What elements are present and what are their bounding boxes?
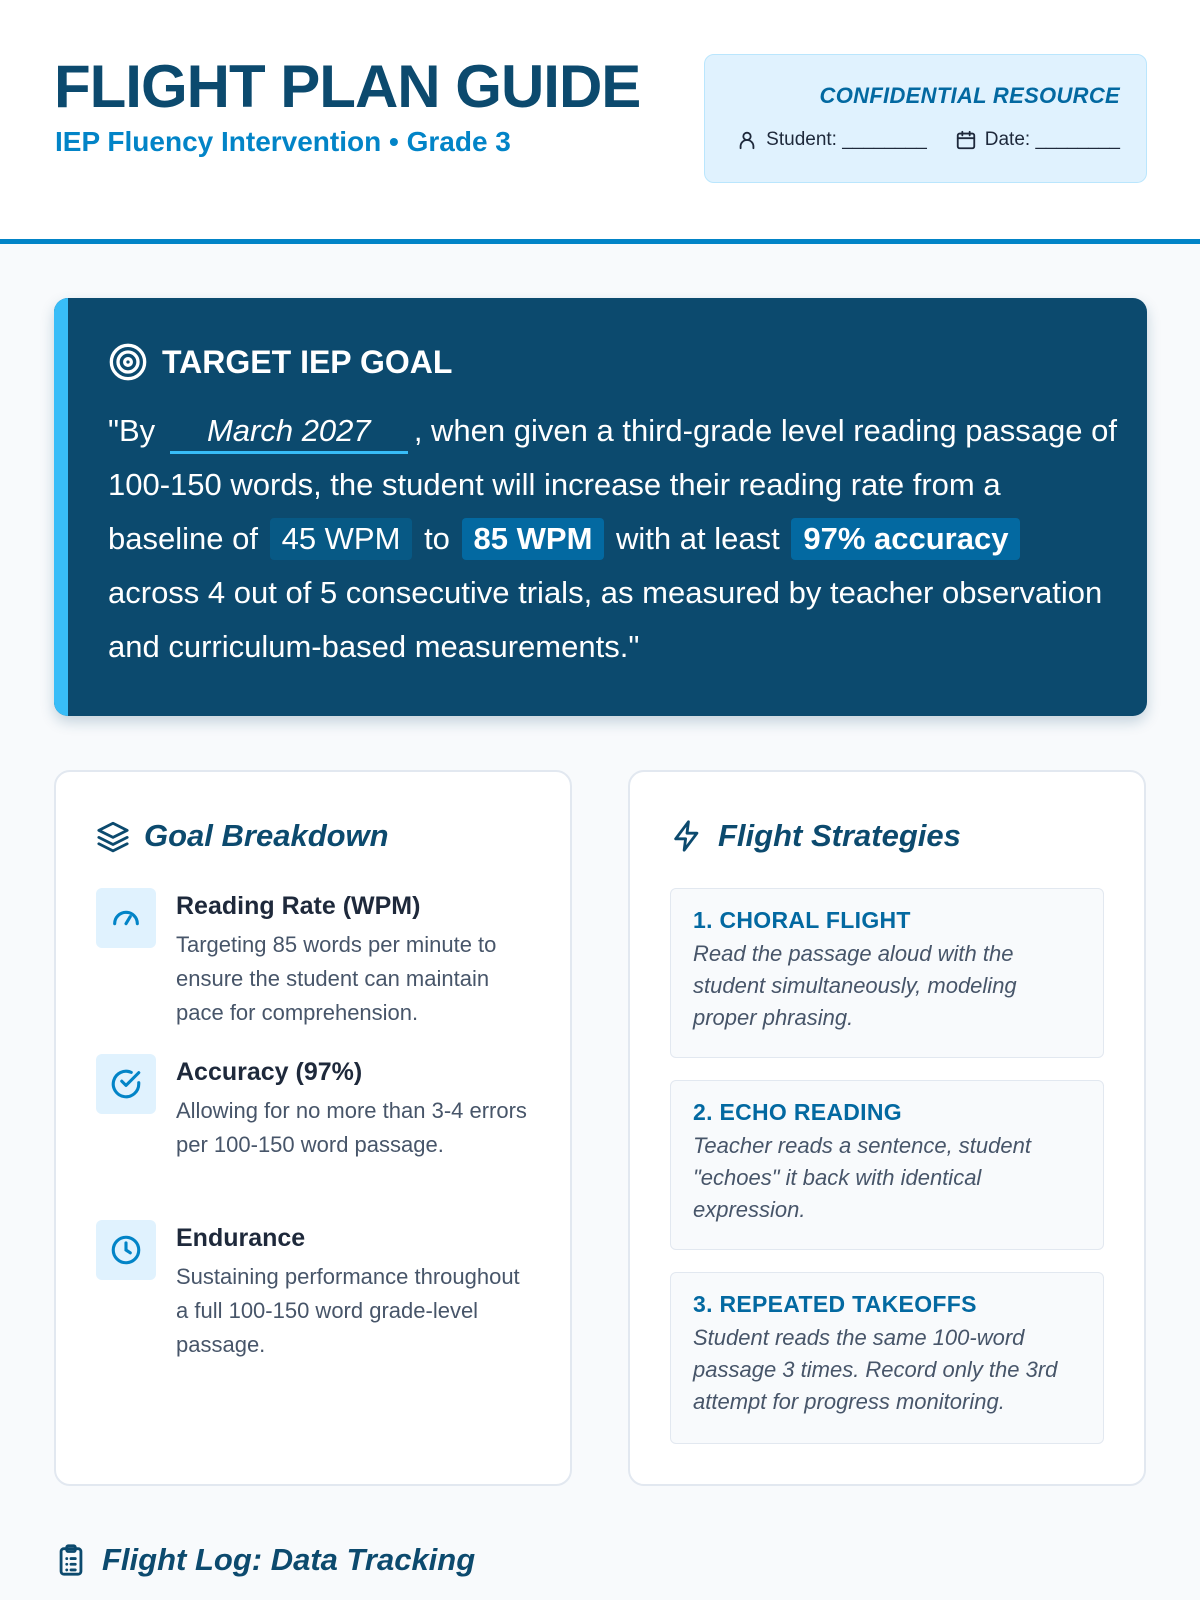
student-date-fields bbox=[736, 129, 1120, 151]
breakdown-heading bbox=[96, 818, 389, 854]
goal-heading bbox=[108, 342, 452, 382]
goal-text-start: "By bbox=[108, 413, 156, 448]
strategy-item-choral bbox=[670, 888, 1104, 1058]
user-icon bbox=[736, 129, 758, 151]
confidential-label: CONFIDENTIAL RESOURCE bbox=[819, 83, 1120, 108]
strategy-title: 1. CHORAL FLIGHT bbox=[693, 907, 911, 933]
student-label: Student: ________ bbox=[766, 129, 927, 150]
baseline-badge: 45 WPM bbox=[270, 518, 413, 560]
target-icon bbox=[108, 342, 148, 382]
calendar-icon bbox=[955, 129, 977, 151]
page-subtitle: IEP Fluency Intervention • Grade 3 bbox=[55, 126, 511, 157]
goal-with-text: with at least bbox=[616, 521, 780, 556]
breakdown-item-desc: Allowing for no more than 3-4 errors per 100-150 word passage. bbox=[176, 1098, 527, 1157]
breakdown-item-desc: Targeting 85 words per minute to ensure the student can maintain pace for comprehension. bbox=[176, 932, 497, 1025]
strategies-heading-text: Flight Strategies bbox=[718, 818, 961, 853]
layers-icon bbox=[96, 819, 130, 853]
target-badge: 85 WPM bbox=[462, 518, 605, 560]
confidential-box bbox=[704, 54, 1147, 183]
strategy-item-repeated bbox=[670, 1272, 1104, 1444]
flight-log-heading bbox=[54, 1542, 475, 1578]
breakdown-item-title: Endurance bbox=[176, 1224, 306, 1252]
goal-heading-text: TARGET IEP GOAL bbox=[162, 343, 453, 380]
target-goal-panel bbox=[54, 298, 1147, 716]
breakdown-heading-text: Goal Breakdown bbox=[144, 818, 389, 853]
goal-to-word: to bbox=[424, 521, 450, 556]
strategy-title: 3. REPEATED TAKEOFFS bbox=[693, 1291, 977, 1317]
breakdown-item-title: Accuracy (97%) bbox=[176, 1058, 363, 1086]
strategy-item-echo bbox=[670, 1080, 1104, 1250]
strategies-heading bbox=[670, 818, 961, 854]
breakdown-item-desc: Sustaining performance throughout a full 100-150 word grade-level passage. bbox=[176, 1264, 520, 1357]
gauge-icon bbox=[96, 888, 156, 948]
flight-log-heading-text: Flight Log: Data Tracking bbox=[102, 1542, 476, 1577]
clock-icon bbox=[96, 1220, 156, 1280]
goal-breakdown-card bbox=[54, 770, 572, 1486]
strategy-desc: Teacher reads a sentence, student "echoes" it back with identical expression. bbox=[693, 1133, 1031, 1222]
goal-accent-bar bbox=[54, 298, 68, 716]
strategy-desc: Student reads the same 100-word passage 3 times. Record only the 3rd attempt for progress monitoring. bbox=[693, 1325, 1058, 1414]
page-title: FLIGHT PLAN GUIDE bbox=[54, 53, 641, 120]
clipboard-icon bbox=[54, 1543, 88, 1577]
goal-date-blank: March 2027 bbox=[170, 411, 408, 454]
date-field bbox=[955, 129, 1120, 151]
accuracy-badge: 97% accuracy bbox=[791, 518, 1020, 560]
flight-strategies-card bbox=[628, 770, 1146, 1486]
date-label: Date: ________ bbox=[984, 129, 1120, 150]
goal-statement bbox=[108, 404, 1118, 674]
lightning-icon bbox=[670, 819, 704, 853]
strategy-title: 2. ECHO READING bbox=[693, 1099, 902, 1125]
student-field bbox=[736, 129, 927, 151]
goal-text-middle: , when given a third-grade level reading passage of 100-150 words, the student will increase their reading rate from a baseline of bbox=[108, 413, 1117, 556]
check-circle-icon bbox=[96, 1054, 156, 1114]
goal-text-end: across 4 out of 5 consecutive trials, as measured by teacher observation and curriculum-based measurements." bbox=[108, 575, 1103, 664]
breakdown-item-title: Reading Rate (WPM) bbox=[176, 892, 421, 920]
page-header bbox=[0, 0, 1200, 244]
strategy-desc: Read the passage aloud with the student simultaneously, modeling proper phrasing. bbox=[693, 941, 1017, 1030]
